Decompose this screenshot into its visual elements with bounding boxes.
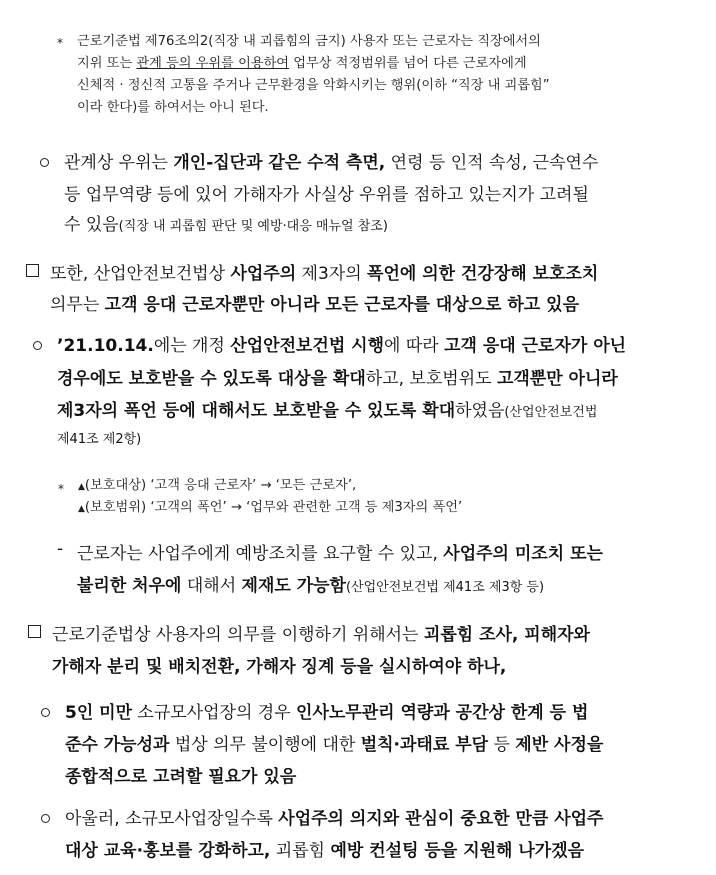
note2-line-2: ▲(보호범위) ‘고객의 폭언’ → ‘업무와 관련한 고객 등 제3자의 폭언’: [78, 500, 463, 515]
square2-line-2: 가해자 분리 및 배치전환, 가해자 징계 등을 실시하여야 하나,: [52, 657, 507, 677]
circle1-line-2: 등 업무역량 등에 있어 가해자가 사실상 우위를 점하고 있는지가 고려될: [64, 185, 589, 205]
note2-line-1: ▲(보호대상) ‘고객 응대 근로자’ → ‘모든 근로자’,: [78, 478, 357, 493]
triangle-icon: ▲: [78, 482, 85, 492]
square1-line-1: 또한, 산업안전보건법상 사업주의 제3자의 폭언에 의한 건강장해 보호조치: [50, 264, 599, 284]
circle-bullet: [33, 341, 42, 350]
triangle-icon: ▲: [78, 504, 85, 514]
circle1-line-3: 수 있음(직장 내 괴롭힘 판단 및 예방·대응 매뉴얼 참조): [64, 215, 388, 235]
dash1-line-1: 근로자는 사업주에게 예방조치를 요구할 수 있고, 사업주의 미조치 또는: [77, 544, 603, 564]
note-marker: *: [57, 36, 63, 50]
circle4-line-1: 아울러, 소규모사업장일수록 사업주의 의지와 관심이 중요한 만큼 사업주: [65, 809, 604, 829]
circle-bullet: [41, 814, 50, 823]
circle3-line-3: 종합적으로 고려할 필요가 있음: [65, 767, 297, 787]
dash-marker: -: [57, 539, 64, 559]
circle-bullet: [40, 158, 49, 167]
circle4-line-2: 대상 교육·홍보를 강화하고, 괴롭힘 예방 컨설팅 등을 지원해 나가겠음: [65, 841, 585, 861]
square-bullet: [28, 625, 41, 638]
note-line-4: 이라 한다)를 하여서는 아니 된다.: [77, 100, 269, 115]
circle1-line-1: 관계상 우위는 개인-집단과 같은 수적 측면, 연령 등 인적 속성, 근속연수: [64, 153, 599, 173]
note-line-2: 지위 또는 관계 등의 우위를 이용하여 업무상 적정범위를 넘어 다른 근로자에게: [77, 56, 527, 71]
dash1-line-2: 불리한 처우에 대해서 제재도 가능함(산업안전보건법 제41조 제3항 등): [77, 576, 545, 596]
circle-bullet: [41, 708, 50, 717]
circle2-line-1: ’21.10.14.에는 개정 산업안전보건법 시행에 따라 고객 응대 근로자가 아닌: [57, 336, 627, 356]
circle3-line-1: 5인 미만 소규모사업장의 경우 인사노무관리 역량과 공간상 한계 등 법: [65, 703, 589, 723]
circle2-line-4: 제41조 제2항): [57, 432, 142, 447]
square2-line-1: 근로기준법상 사용자의 의무를 이행하기 위해서는 괴롭힘 조사, 피해자와: [52, 625, 590, 645]
note-marker: *: [58, 482, 64, 496]
circle3-line-2: 준수 가능성과 법상 의무 불이행에 대한 벌칙·과태료 부담 등 제반 사정을: [65, 735, 604, 755]
square1-line-2: 의무는 고객 응대 근로자뿐만 아니라 모든 근로자를 대상으로 하고 있음: [50, 295, 579, 315]
note-line-1: 근로기준법 제76조의2(직장 내 괴롭힘의 금지) 사용자 또는 근로자는 직장에서의: [77, 34, 541, 49]
square-bullet: [26, 264, 39, 277]
circle2-line-3: 제3자의 폭언 등에 대해서도 보호받을 수 있도록 확대하였음(산업안전보건법: [57, 401, 598, 421]
note-line-3: 신체적 · 정신적 고통을 주거나 근무환경을 악화시키는 행위(이하 “직장 내 괴롭힘”: [77, 78, 550, 93]
circle2-line-2: 경우에도 보호받을 수 있도록 대상을 확대하고, 보호범위도 고객뿐만 아니라: [57, 369, 618, 389]
